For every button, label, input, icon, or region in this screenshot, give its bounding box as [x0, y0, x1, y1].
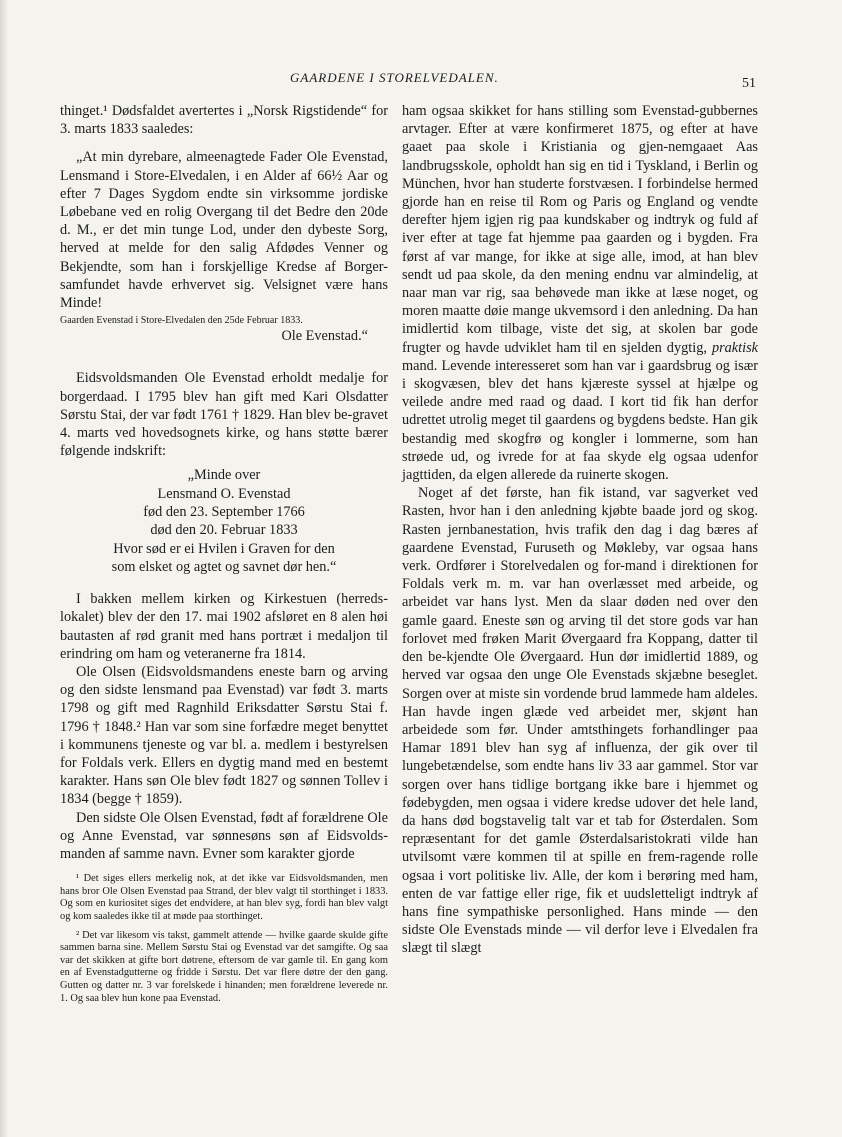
paragraph: Ole Olsen (Eidsvoldsmandens eneste barn og arving og den sidste lensmand paa Evenstad) var født 3. marts 1798 og gift med Ragnhild Eriksdatter Sørstu Stai f. 1796 † 1848.² Han var som sine forfædre meget benyttet i kommunens tjeneste og var bl. a. medlem i bestyrelsen for Foldals verk. Ellers en dygtig mand med en bestemt karakter. Hans søn Ole blev født 1827 og sønnen Tollev i 1834 (begge † 1859). — [60, 664, 388, 808]
inscription — [60, 466, 388, 576]
inscription-line: „Minde over — [187, 467, 261, 484]
quote-signature: Ole Evenstad.“ — [281, 328, 368, 345]
obituary-quote: „At min dyrebare, almeenagtede Fader Ole Evenstad, Lensmand i Store-Elvedalen, i en Alder af 66½ Aar og efter 7 Dages Sygdom endte sin virksomme jordiske Løbebane ved en rolig Overgang til det Bedre den 20de d. M., er det min tunge Lod, under den dybeste Sorg, herved at melde for den salig Afdødes Venner og Bekjendte, som han i forskjellige Kredse af Borger-samfundet havde erhvervet sig. Velsignet være hans Minde! — [60, 149, 388, 312]
paragraph: Noget af det første, han fik istand, var sagverket ved Rasten, hvor han i den anledning kjøbte baade jord og skog. Rasten jernbanestation, hvis trafik den dag i dag bæres af gaardene Evenstad, Furuseth og Møkleby, var ogsaa hans verk. Ordfører i Storelvedalen og for-mand i direktionen for Foldals verk m. m. var han overlæsset med arbeide, og arbeidet var hans lyst. Men da slaar døden ned over den gamle gaard. Eneste søn og arving til det store gods var han forlovet med frøken Marit Øvergaard fra Koppang, datter til den be-kjendte Ole Øvergaard. Hun dør imidlertid 1889, og herved var ogsaa den unge Ole Evenstads skjæbne beseglet. Sorgen over at miste sin vordende brud lammede ham aldeles. Han havde ingen glæde ved arbeidet mer, skjønt han arbeidede som før. Under amtsthingets forhandlinger paa Hamar 1891 blev han syg af influenza, der gik over til lungebetændelse, som endte hans liv 33 aar gammel. Stor var sorgen over hans tidlige bortgang ikke bare i hjemmet og fødebygden, men ogsaa i videre kredse udover det hele land, da hans død bogstavelig talt var et tab for Østerdalen. Som repræsentant for det gamle Østerdalsaristokrati vilde han utvilsomt være kommen til at spille en frem-ragende rolle ogsaa i vort politiske liv. Alle, der kom i berøring med ham, enten de var fattige eller rige, fik et uudsletteligt indtryk af hans fine sympathiske personlighed. Hans minde — den sidste Ole Evenstads minde — vil derfor leve i Elvedalen fra slægt til slægt — [402, 485, 758, 957]
running-head: GAARDENE I STORELVEDALEN. — [290, 70, 499, 85]
quote-source: Gaarden Evenstad i Store-Elvedalen den 25de Februar 1833. — [60, 315, 303, 327]
paragraph — [402, 102, 758, 484]
paragraph-text: mand. Levende interesseret som han var i gaardsbrug og især i skogvæsen, blev det hans kjæreste syssel at hjælpe og veilede andre med raad og daad. I kort tid fik han derfor udrettet utrolig meget til gaardens og bygdens bedste. Han gik bestandig med skogfrø og kongler i lommerne, som han strøede ud, og ivrede for at faa skyde elg ogsaa udenfor jagttiden, da elgen allerede da ruinerte skogen. — [402, 357, 758, 484]
inscription-line: Hvor sød er ei Hvilen i Graven for den — [113, 540, 335, 557]
inscription-line: Lensmand O. Evenstad — [157, 485, 291, 502]
inscription-line: som elsket og agtet og savnet dør hen.“ — [111, 558, 337, 575]
left-column — [60, 102, 388, 1011]
paragraph: Eidsvoldsmanden Ole Evenstad erholdt medalje for borgerdaad. I 1795 blev han gift med Kari Olsdatter Sørstu Stai, der var født 1761 † 1829. Han blev be-gravet 4. marts ved hovedsognets kirke, og hans støtte bærer følgende indskrift: — [60, 370, 388, 460]
page-header — [0, 70, 842, 94]
emphasis: praktisk — [711, 339, 758, 356]
page-number: 51 — [742, 76, 756, 91]
paragraph: Den sidste Ole Olsen Evenstad, født af forældrene Ole og Anne Evenstad, var sønnesøns søn af Eidsvolds-manden af samme navn. Evner som karakter gjorde — [60, 809, 388, 863]
footnotes — [60, 873, 388, 1005]
inscription-line: fød den 23. September 1766 — [143, 504, 305, 521]
right-column — [402, 102, 758, 958]
footnote: ² Det var likesom vis takst, gammelt attende — hvilke gaarde skulde gifte sammen barna sine. Mellem Sørstu Stai og Evenstad var det samgifte. Og saa var det skikken at gifte bort døtrene, eftersom de var gamle til. En gang kom en af Evenstadgutterne og fridde i Sørstu. Det var flere døtre der den gang. Gutten og datter nr. 3 var forelskede i hinanden; men forældrene leverede nr. 1. Og saa blev hun kone paa Evenstad. — [60, 929, 388, 1004]
page-binding-shadow — [0, 0, 8, 1137]
paragraph-text: ham ogsaa skikket for hans stilling som Evenstad-gubbernes arvtager. Efter at være konfirmeret 1875, og efter at have gaaet paa skole i Kristiania og gjen-nemgaaet Aas landbrugsskole, opholdt han sig en tid i Tyskland, i Berlin og München, hvor han studerte forstvæsen. I forbindelse hermed gjorde han en reise til Rom og Paris og England og vendte derefter hjem igjen rig paa kundskaber og indtryk og fuld af iver efter at tage fat hjemme paa gaarden og i bygden. Fra først af var mange, for ikke at sige alle, imod, at han blev sendt ud paa skole, da den mening endnu var almindelig, at naar man var rig, saa behøvede man ikke at læse noget, og moren maatte døie mange ukvemsord i den anledning. Da han imidlertid kom tilbage, viste det sig, at skolen bar gode frugter og havde udviklet ham til en sjelden dygtig, — [402, 103, 758, 356]
inscription-line: død den 20. Februar 1833 — [150, 522, 298, 539]
paragraph: thinget.¹ Dødsfaldet avertertes i „Norsk Rigstidende“ for 3. marts 1833 saaledes: — [60, 103, 388, 138]
footnote: ¹ Det siges ellers merkelig nok, at det ikke var Eidsvoldsmanden, men hans bror Ole Olsen Evenstad paa Strand, der blev valgt til storthinget i 1833. Og som en kuriositet siges det endvidere, at han blev syg, fordi han blev valgt og kom saaledes ikke til at møde paa storthinget. — [60, 873, 388, 923]
paragraph: I bakken mellem kirken og Kirkestuen (herreds-lokalet) blev der den 17. mai 1902 afsløret en 8 alen høi bautasten af rød granit med hans portræt i medaljon til erindring om ham og veteranerne fra 1814. — [60, 591, 388, 662]
